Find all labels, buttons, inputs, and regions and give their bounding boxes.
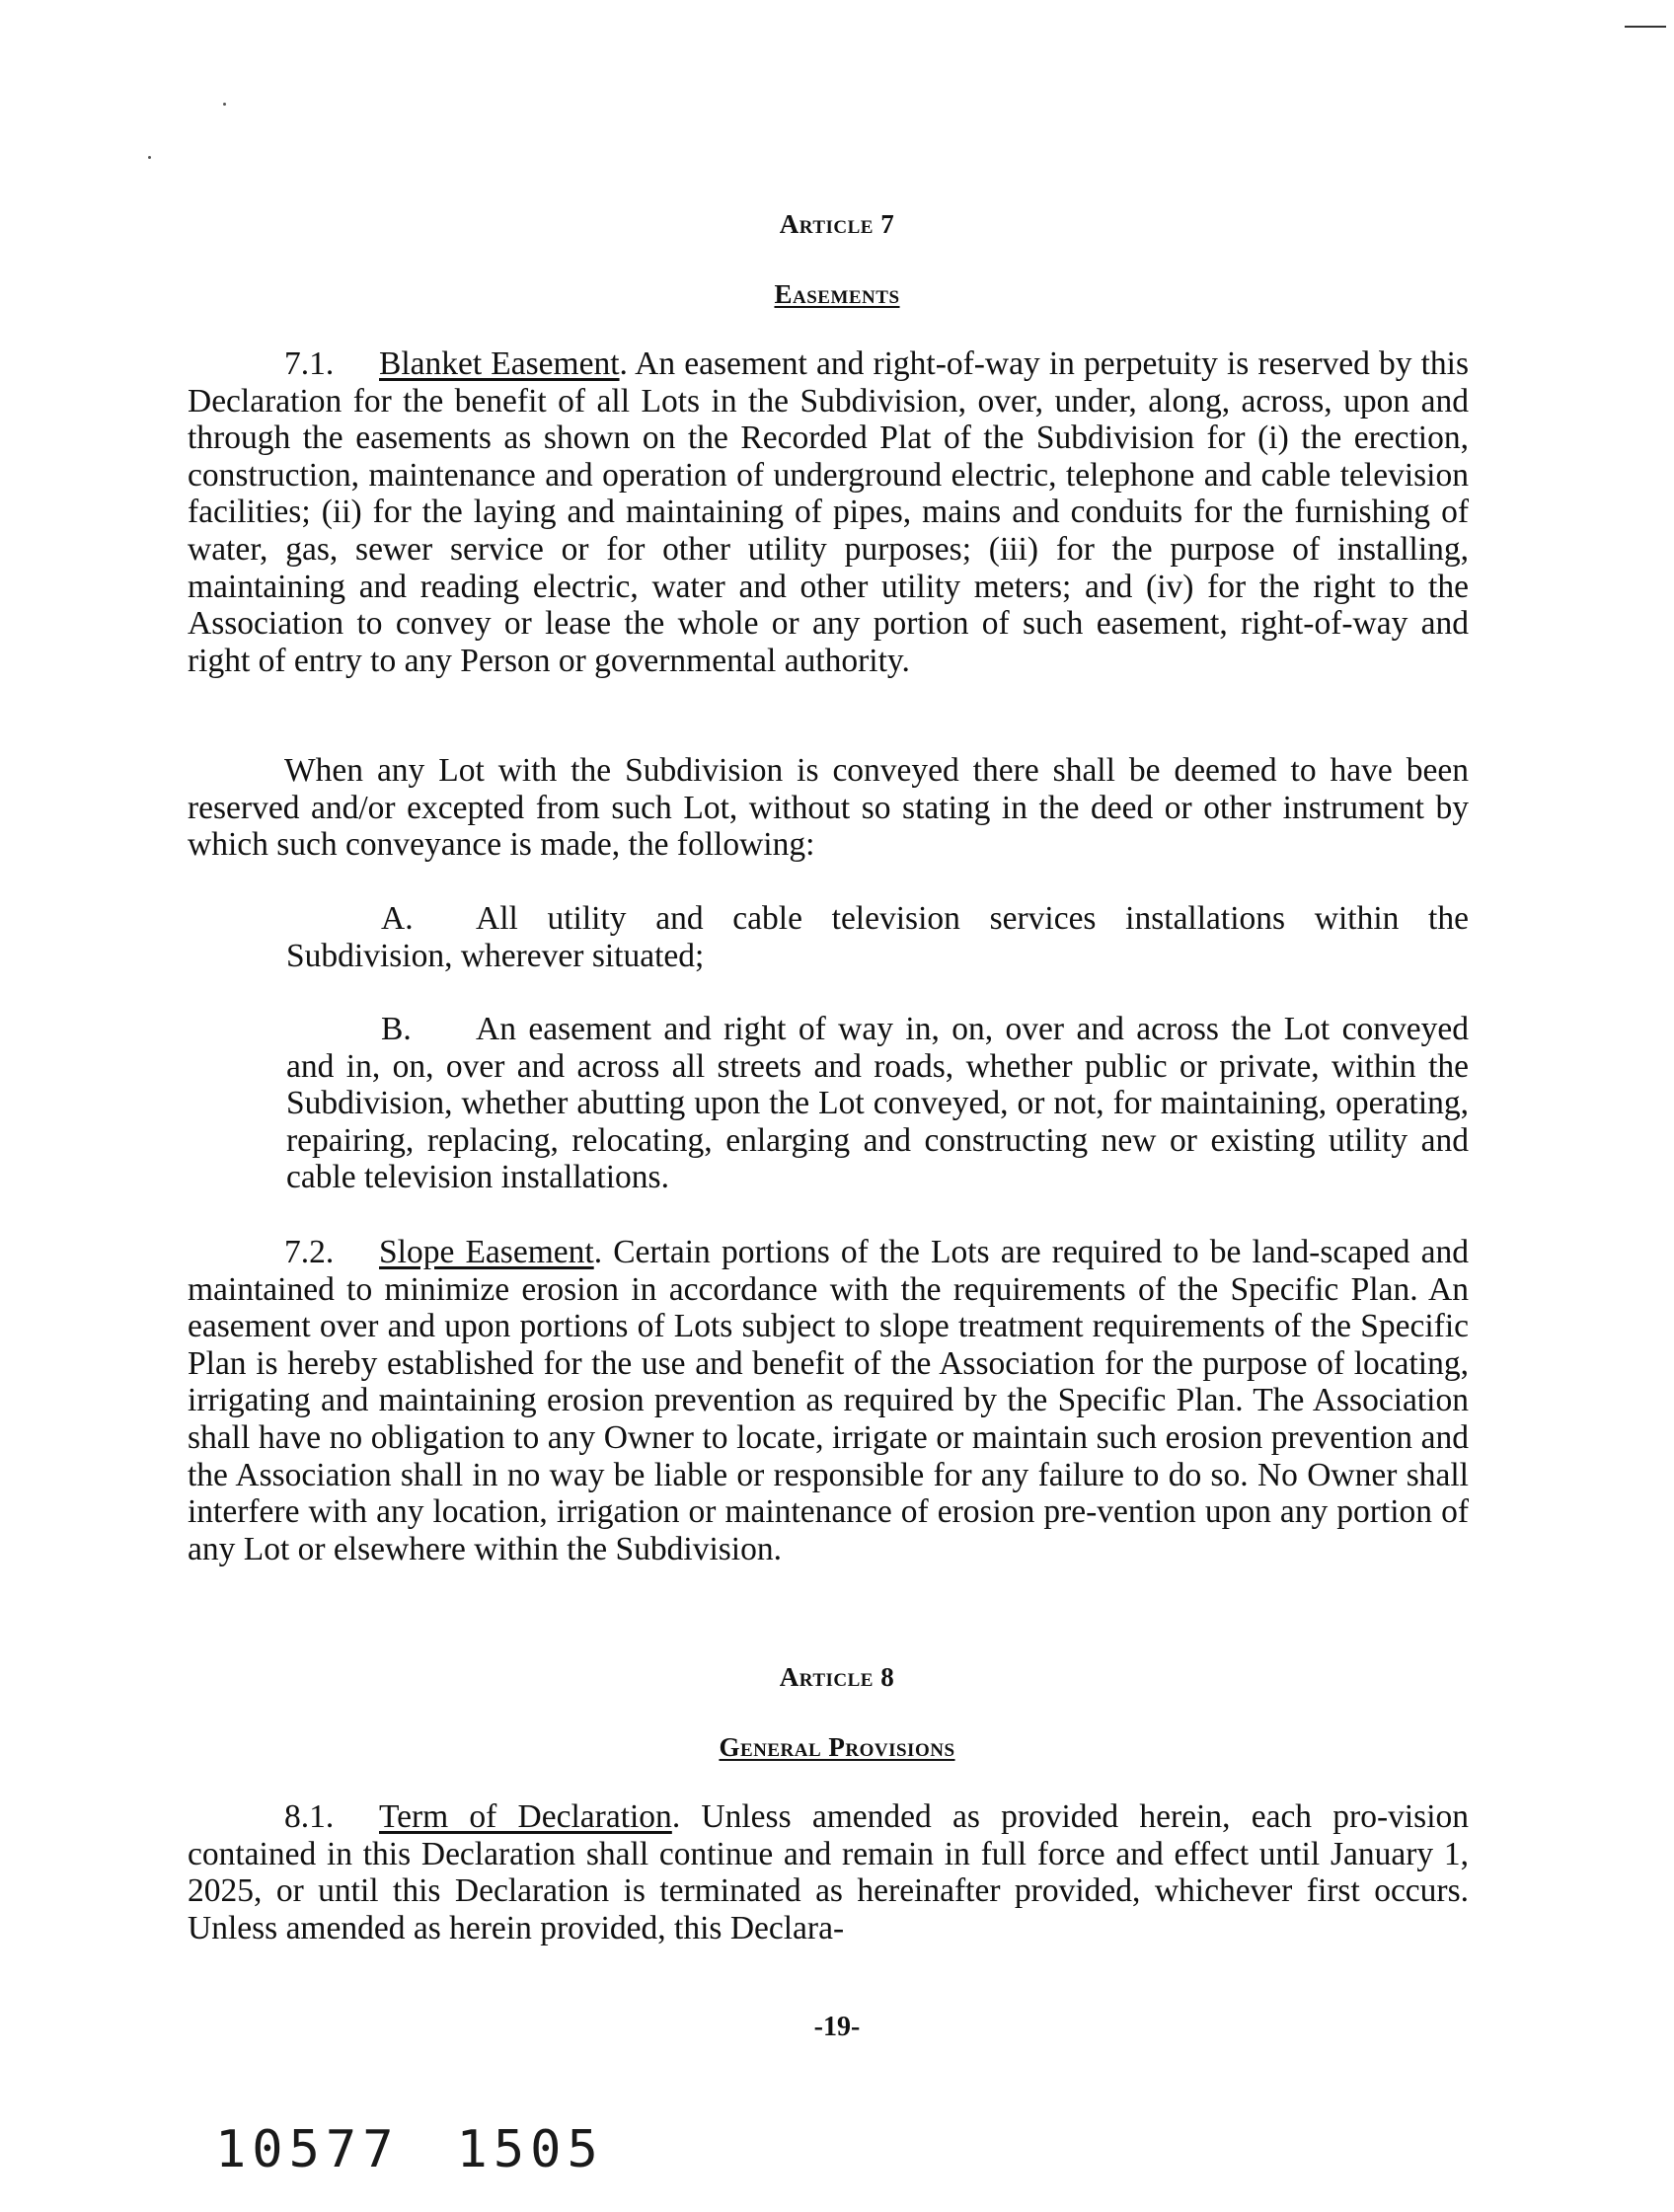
section-7-1-title: Blanket Easement [379,345,620,382]
section-7-2-title: Slope Easement [379,1234,594,1270]
item-a-label: A. [381,900,414,937]
recording-stamp [215,2120,661,2179]
page-number: -19- [813,2012,861,2042]
item-b [286,1011,1469,1196]
section-7-1 [188,345,1469,679]
scan-speck [223,103,226,106]
article-8-heading: Article 8 [779,1662,895,1692]
section-7-1-text: . An easement and right-of-way in perpetuity is reserved by this Declaration for the benefit of all Lots in the Subdivision, over, under, along, across, upon and through the easements as shown on the Recorded Plat of the Subdivision for (i) the erection, construction, maintenance and operation of underground electric, telephone and cable television facilities; (ii) for the laying and maintaining of pipes, mains and conduits for the furnishing of water, gas, sewer service or for other utility purposes; (iii) for the purpose of installing, maintaining and reading electric, water and other utility meters; and (iv) for the right to the Association to convey or lease the whole or any portion of such easement, right-of-way and right of entry to any Person or governmental authority. [188,345,1469,679]
paragraph-conveyance: When any Lot with the Subdivision is conveyed there shall be deemed to have been reserved and/or excepted from such Lot, without so stating in the deed or other instrument by which such conveyance is made, the following: [188,752,1469,864]
record-page-number: 1505 [456,2120,604,2179]
article-8-title: General Provisions [719,1732,955,1762]
section-8-1-number: 8.1. [284,1798,335,1835]
section-7-2 [188,1234,1469,1567]
section-7-1-number: 7.1. [284,345,335,382]
article-7-heading: Article 7 [779,209,895,239]
record-book-number: 10577 [215,2120,400,2179]
scan-edge-mark [1625,26,1666,28]
section-8-1-title: Term of Declaration [379,1798,672,1835]
section-8-1-text: . Unless amended as provided herein, each pro-vision contained in this Declaration shall continue and remain in full force and effect until January 1, 2025, or until this Declaration is terminated as hereinafter provided, whichever first occurs. Unless amended as herein provided, this Declara- [188,1798,1469,1946]
article-7-title: Easements [774,279,900,309]
item-b-label: B. [381,1011,412,1047]
item-b-text: An easement and right of way in, on, over and across the Lot conveyed and in, on, over and across all streets and roads, whether public or private, within the Subdivision, whether abutting upon the Lot conveyed, or not, for maintaining, operating, repairing, replacing, relocating, enlarging and constructing new or existing utility and cable television installations. [286,1011,1469,1196]
section-7-2-number: 7.2. [284,1234,335,1270]
section-7-2-text: . Certain portions of the Lots are required to be land-scaped and maintained to minimize erosion in accordance with the requirements of the Specific Plan. An easement over and upon portions of Lots subject to slope treatment requirements of the Specific Plan is hereby established for the use and benefit of the Association for the purpose of locating, irrigating and maintaining erosion prevention as required by the Specific Plan. The Association shall have no obligation to any Owner to locate, irrigate or maintain such erosion prevention and the Association shall in no way be liable or responsible for any failure to do so. No Owner shall interfere with any location, irrigation or maintenance of erosion pre-vention upon any portion of any Lot or elsewhere within the Subdivision. [188,1234,1470,1567]
item-a-text: All utility and cable television services installations within the Subdivision, wherever situated; [286,900,1469,974]
section-8-1 [188,1798,1469,1946]
scan-speck [148,156,151,159]
item-a [286,900,1469,974]
